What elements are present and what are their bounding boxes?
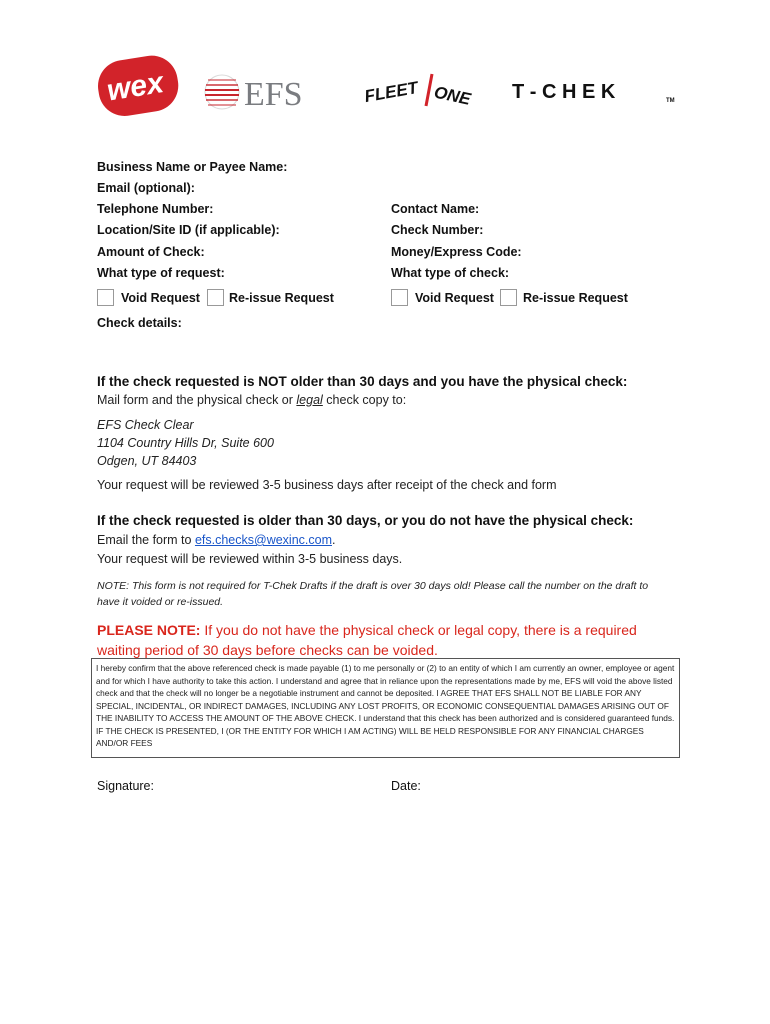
signature-field[interactable]: Signature: xyxy=(97,779,154,793)
please-note xyxy=(97,620,657,660)
t-chek-logo xyxy=(512,76,682,106)
contact-name-field[interactable]: Contact Name: xyxy=(391,202,480,216)
legal-disclaimer-box: I hereby confirm that the above referenced check is made payable (1) to me personally or (2) to an entity of which I am currently an owner, employee or agent and for which I have authority to take this action. I understand and agree that in reliance upon the representations made by me, EFS will void the above listed check and that the check will no longer be a negotiable instrument and cannot be deposited. I AGREE THAT EFS SHALL NOT BE LIABLE FOR ANY SPECIAL, INCIDENTAL, OR INDIRECT DAMAGES, INCLUDING ANY LOST PROFITS, OR ECONOMIC CONSEQUENTIAL DAMAGES ARISING OUT OF THE INABILITY TO ACCESS THE AMOUNT OF THE ABOVE CHECK. I understand that this check has been authorized and is considered guaranteed funds. IF THE CHECK IS PRESENTED, I (OR THE ENTITY FOR WHICH I AM ACTING) WILL BE HELD RESPONSIBLE FOR ANY FINANCIAL CHARGES AND/OR FEES xyxy=(91,658,680,758)
business-name-field[interactable]: Business Name or Payee Name: xyxy=(97,160,288,174)
date-field[interactable]: Date: xyxy=(391,779,421,793)
fleet-one-logo xyxy=(360,68,488,118)
address-line-2: 1104 Country Hills Dr, Suite 600 xyxy=(97,436,274,450)
check-reissue-label: Re-issue Request xyxy=(523,291,628,305)
mailing-address xyxy=(97,416,274,470)
section-2-review: Your request will be reviewed within 3-5 business days. xyxy=(97,552,403,566)
check-void-checkbox[interactable] xyxy=(391,289,408,306)
mail-prefix: Mail form and the physical check or xyxy=(97,393,297,407)
email-link[interactable]: efs.checks@wexinc.com xyxy=(194,533,332,547)
email-instructions xyxy=(97,533,335,547)
check-reissue-checkbox[interactable] xyxy=(500,289,517,306)
logo-bar xyxy=(92,44,692,124)
telephone-field[interactable]: Telephone Number: xyxy=(97,202,214,216)
address-line-3: Odgen, UT 84403 xyxy=(97,454,197,468)
check-void-label: Void Request xyxy=(415,291,494,305)
email-suffix: . xyxy=(332,533,336,547)
check-details-field[interactable]: Check details: xyxy=(97,316,182,330)
request-reissue-label: Re-issue Request xyxy=(229,291,334,305)
svg-text:TM: TM xyxy=(666,98,675,104)
svg-text:EFS: EFS xyxy=(244,76,303,112)
section-1-heading: If the check requested is NOT older than 30 days and you have the physical check: xyxy=(97,374,628,389)
mail-suffix: check copy to: xyxy=(322,393,407,407)
svg-text:FLEET: FLEET xyxy=(362,78,420,107)
request-type-label: What type of request: xyxy=(97,266,225,280)
section-1-review: Your request will be reviewed 3-5 business days after receipt of the check and form xyxy=(97,478,557,492)
svg-text:wex: wex xyxy=(104,66,166,108)
email-field[interactable]: Email (optional): xyxy=(97,181,195,195)
check-number-field[interactable]: Check Number: xyxy=(391,223,484,237)
email-prefix: Email the form to xyxy=(97,533,195,547)
request-void-label: Void Request xyxy=(121,291,200,305)
request-void-checkbox[interactable] xyxy=(97,289,114,306)
section-2-heading: If the check requested is older than 30 days, or you do not have the physical check: xyxy=(97,513,634,528)
please-note-label: PLEASE NOTE: xyxy=(97,622,201,638)
request-reissue-checkbox[interactable] xyxy=(207,289,224,306)
svg-text:ONE: ONE xyxy=(432,82,473,109)
check-type-label: What type of check: xyxy=(391,266,510,280)
address-line-1: EFS Check Clear xyxy=(97,418,194,432)
please-note-text: If you do not have the physical check or legal copy, there is a required waiting period of 30 days before checks can be voided. xyxy=(97,622,637,658)
location-field[interactable]: Location/Site ID (if applicable): xyxy=(97,223,280,237)
amount-field[interactable]: Amount of Check: xyxy=(97,245,205,259)
wex-logo xyxy=(92,48,182,122)
money-code-field[interactable]: Money/Express Code: xyxy=(391,245,522,259)
mail-instructions xyxy=(97,393,406,407)
svg-text:T - C H E K: T - C H E K xyxy=(512,81,616,103)
legal-emphasis: legal xyxy=(296,393,323,407)
t-chek-note: NOTE: This form is not required for T-Chek Drafts if the draft is over 30 days old! Please call the number on the draft to have it voided or re-issued. xyxy=(97,580,649,608)
efs-logo xyxy=(204,72,334,112)
